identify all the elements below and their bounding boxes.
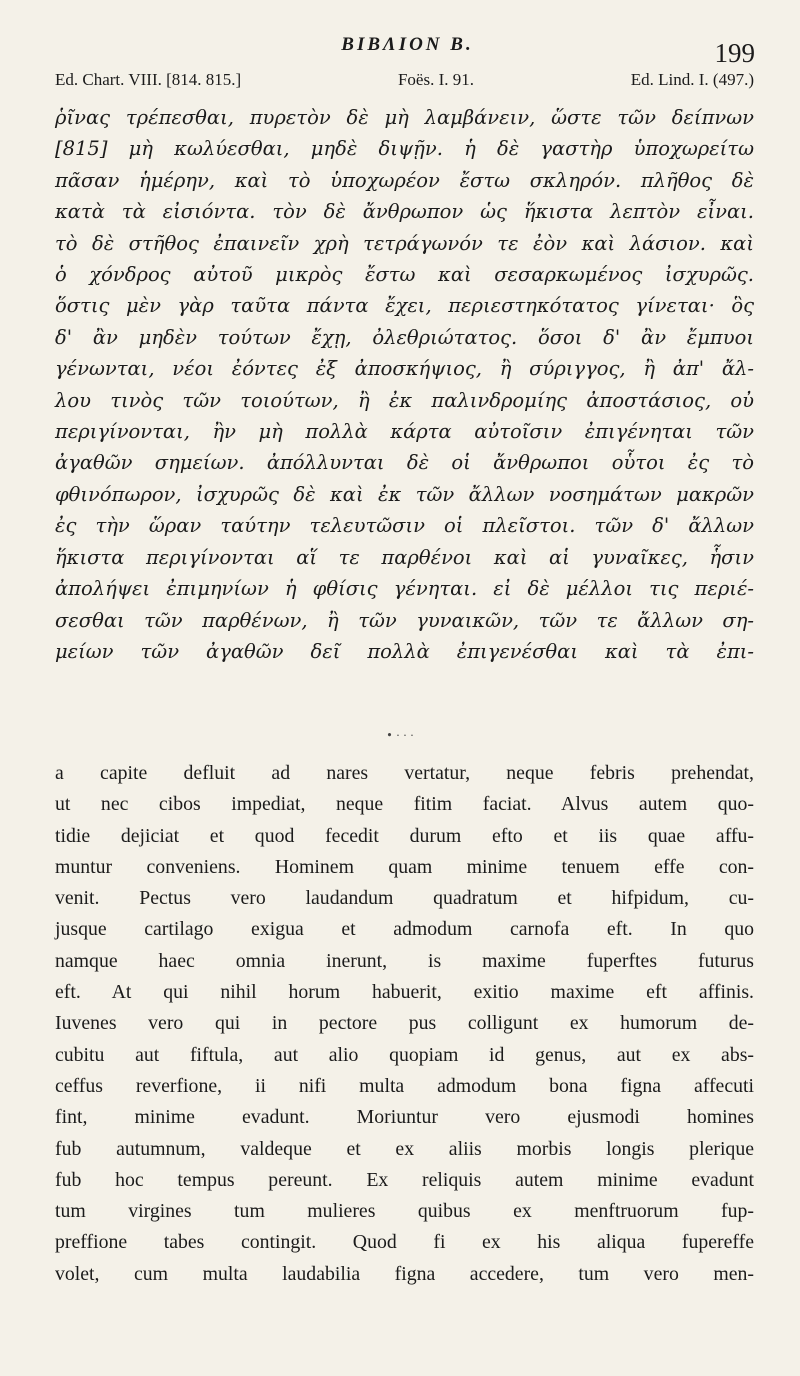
- greek-text-line: ἐς τὴν ὥραν ταύτην τελευτῶσιν οἱ πλεῖστοι. τῶν δ' ἄλλων: [55, 514, 754, 538]
- greek-text-line: σεσθαι τῶν παρθένων, ἢ τῶν γυναικῶν, τῶν τε ἄλλων ση-: [55, 608, 754, 632]
- greek-text-line: τὸ δὲ στῆθος ἐπαινεῖν χρὴ τετράγωνόν τε ἐὸν καὶ λάσιον. καὶ: [55, 231, 754, 255]
- latin-text-line: ceffus reverfione, ii nifi multa admodum bona figna affecuti: [55, 1074, 754, 1097]
- page-number: 199: [714, 38, 755, 68]
- latin-text-line: tum virgines tum mulieres quibus ex menftruorum fup-: [55, 1200, 754, 1223]
- section-separator: • · · ·: [386, 729, 414, 742]
- latin-text-line: eft. At qui nihil horum habuerit, exitio maxime eft affinis.: [55, 981, 754, 1004]
- greek-text-line: δ' ἂν μηδὲν τούτων ἔχῃ, ὀλεθριώτατος. ὅσοι δ' ἂν ἔμπυοι: [55, 325, 754, 349]
- greek-text-line: περιγίνονται, ἢν μὴ πολλὰ κάρτα αὐτοῖσιν ἐπιγένηται τῶν: [55, 420, 754, 444]
- latin-text-line: fub hoc tempus pereunt. Ex reliquis autem minime evadunt: [55, 1168, 754, 1191]
- latin-text-block: [55, 758, 754, 1290]
- page-header: [60, 34, 755, 68]
- greek-text-line: γένωνται, νέοι ἐόντες ἐξ ἀποσκήψιος, ἢ σύριγγος, ἢ ἀπ' ἄλ-: [55, 357, 754, 381]
- latin-text-line: volet, cum multa laudabilia figna accedere, tum vero men-: [55, 1262, 754, 1285]
- greek-text-line: ῥῖνας τρέπεσθαι, πυρετὸν δὲ μὴ λαμβάνειν, ὥστε τῶν δείπνων: [55, 106, 754, 129]
- linden-reference: Ed. Lind. I. (497.): [630, 70, 754, 89]
- greek-text-line: πᾶσαν ἡμέρην, καὶ τὸ ὑποχωρέον ἔστω σκληρόν. πλῆθος δὲ: [55, 168, 754, 192]
- latin-text-line: muntur conveniens. Hominem quam minime tenuem effe con-: [55, 855, 754, 878]
- latin-text-line: a capite defluit ad nares vertatur, neque febris prehendat,: [55, 762, 754, 784]
- latin-text-line: fub autumnum, valdeque et ex aliis morbis longis plerique: [55, 1137, 754, 1160]
- greek-text-block: [55, 102, 754, 667]
- greek-text-line: ὅστις μὲν γὰρ ταῦτα πάντα ἔχει, περιεστηκότατος γίνεται· ὃς: [55, 294, 754, 318]
- greek-text-line: ἀγαθῶν σημείων. ἀπόλλυνται δὲ οἱ ἄνθρωποι οὗτοι ἐς τὸ: [55, 451, 754, 475]
- greek-text-line: [815] μὴ κωλύεσθαι, μηδὲ διψῇν. ἡ δὲ γαστὴρ ὑποχωρείτω: [55, 137, 754, 161]
- greek-text-line: μείων τῶν ἀγαθῶν δεῖ πολλὰ ἐπιγενέσθαι καὶ τὰ ἐπι-: [55, 639, 754, 663]
- greek-text-line: ἀπολήψει ἐπιμηνίων ἡ φθίσις γένηται. εἰ δὲ μέλλοι τις περιέ-: [55, 577, 754, 601]
- greek-text-line: φθινόπωρον, ἰσχυρῶς δὲ καὶ ἐκ τῶν ἄλλων νοσημάτων μακρῶν: [55, 482, 754, 506]
- latin-text-line: preffione tabes contingit. Quod fi ex his aliqua fupereffe: [55, 1231, 754, 1254]
- latin-text-line: jusque cartilago exigua et admodum carnofa eft. In quo: [55, 918, 754, 941]
- greek-text-line: ἥκιστα περιγίνονται αἵ τε παρθένοι καὶ αἱ γυναῖκες, ἧσιν: [55, 545, 754, 569]
- foesius-reference: Foës. I. 91.: [397, 70, 474, 89]
- edition-references: [55, 70, 754, 90]
- latin-text-line: Iuvenes vero qui in pectore pus colligunt ex humorum de-: [55, 1012, 754, 1035]
- greek-text-line: ὁ χόνδρος αὐτοῦ μικρὸς ἔστω καὶ σεσαρκωμένος ἰσχυρῶς.: [55, 263, 754, 287]
- running-title: ΒΙΒΛΙΟΝ Β.: [341, 34, 474, 55]
- greek-text-line: λου τινὸς τῶν τοιούτων, ἢ ἐκ παλινδρομίης ἀποστάσιος, οὐ: [55, 388, 754, 412]
- latin-text-line: tidie dejiciat et quod fecedit durum efto et iis quae affu-: [55, 824, 754, 847]
- latin-text-line: namque haec omnia inerunt, is maxime fuperftes futurus: [55, 949, 754, 972]
- greek-text-line: κατὰ τὰ εἰσιόντα. τὸν δὲ ἄνθρωπον ὡς ἥκιστα λεπτὸν εἶναι.: [55, 200, 754, 224]
- latin-text-line: ut nec cibos impediat, neque fitim faciat. Alvus autem quo-: [55, 793, 754, 816]
- latin-text-line: fint, minime evadunt. Moriuntur vero ejusmodi homines: [55, 1106, 754, 1129]
- chartier-reference: Ed. Chart. VIII. [814. 815.]: [55, 70, 242, 89]
- latin-text-line: venit. Pectus vero laudandum quadratum et hifpidum, cu-: [55, 887, 754, 910]
- latin-text-line: cubitu aut fiftula, aut alio quopiam id genus, aut ex abs-: [55, 1043, 754, 1066]
